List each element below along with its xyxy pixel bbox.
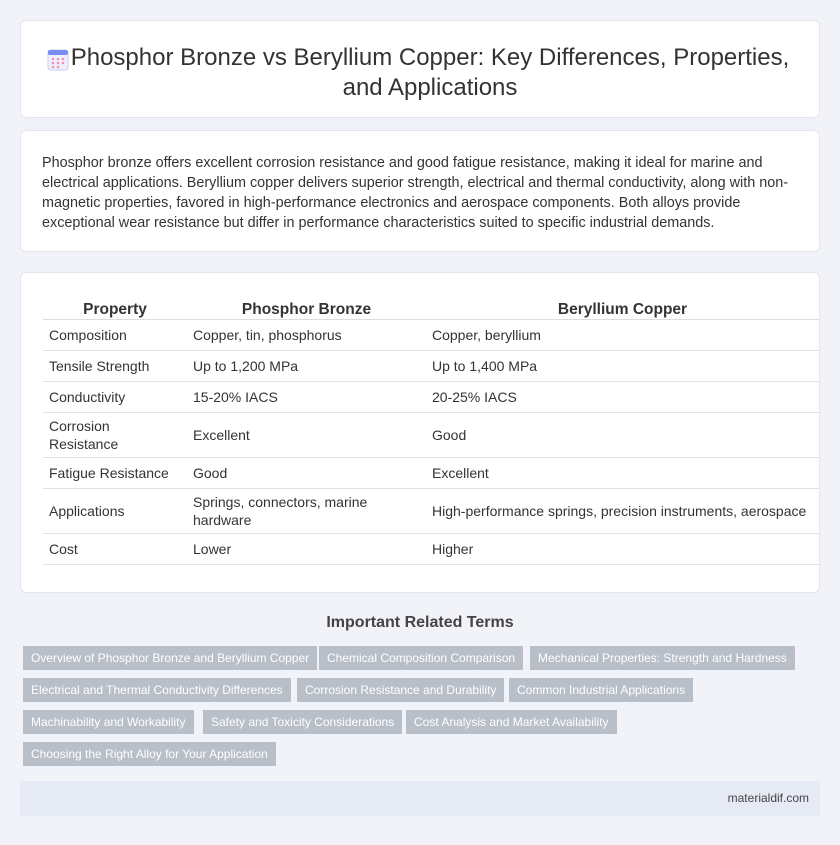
table-row [43,350,819,381]
table-cell: Copper, beryllium [426,319,819,350]
table-cell: Conductivity [43,381,187,412]
table-cell: Up to 1,200 MPa [187,350,426,381]
table-cell: Higher [426,533,819,564]
table-row [43,319,819,350]
table-header-property: Property [43,297,187,319]
table-row [43,412,819,457]
table-row [43,457,819,488]
table-cell: Tensile Strength [43,350,187,381]
related-tag-conductivity[interactable]: Electrical and Thermal Conductivity Differences [23,678,291,702]
table-header-phosphor-bronze: Phosphor Bronze [187,297,426,319]
table-cell: Applications [43,488,187,533]
table-header-row [43,297,819,319]
related-tag-corrosion[interactable]: Corrosion Resistance and Durability [297,678,504,702]
intro-paragraph: Phosphor bronze offers excellent corrosion resistance and good fatigue resistance, making it ideal for marine and electrical applications. Beryllium copper delivers superior strength, electrical and thermal conductivity, along with non-magnetic properties, favored in high-performance electronics and aerospace components. Both alloys provide exceptional wear resistance but differ in performance characteristics suited to specific industrial demands. [42,155,789,231]
table-cell: Lower [187,533,426,564]
table-cell: Springs, connectors, marine hardware [187,488,426,533]
table-cell: 20-25% IACS [426,381,819,412]
footer [20,781,820,816]
comparison-table-card [20,272,820,593]
table-cell: Cost [43,533,187,564]
table-cell: Copper, tin, phosphorus [187,319,426,350]
related-tag-overview[interactable]: Overview of Phosphor Bronze and Beryllium Copper [23,646,317,670]
intro-card [20,130,820,252]
related-tag-applications[interactable]: Common Industrial Applications [509,678,693,702]
table-cell: Good [187,457,426,488]
header-card [20,20,820,118]
related-tag-safety[interactable]: Safety and Toxicity Considerations [203,710,402,734]
table-row [43,488,819,533]
table-cell: Good [426,412,819,457]
table-cell: Corrosion Resistance [43,412,187,457]
related-tag-mechanical-properties[interactable]: Mechanical Properties: Strength and Hardness [530,646,795,670]
related-tag-machinability[interactable]: Machinability and Workability [23,710,194,734]
related-tag-chemical-composition[interactable]: Chemical Composition Comparison [319,646,523,670]
page-title: Phosphor Bronze vs Beryllium Copper: Key Differences, Properties, and Applications [70,44,790,101]
related-terms-heading: Important Related Terms [326,614,514,631]
table-cell: Excellent [187,412,426,457]
table-row [43,533,819,564]
table-row [43,381,819,412]
footer-site-link[interactable]: materialdif.com [727,791,809,805]
table-cell: Fatigue Resistance [43,457,187,488]
comparison-table [43,297,819,565]
related-tag-cost-analysis[interactable]: Cost Analysis and Market Availability [406,710,617,734]
table-cell: 15-20% IACS [187,381,426,412]
table-cell: Up to 1,400 MPa [426,350,819,381]
table-header-beryllium-copper: Beryllium Copper [426,297,819,319]
table-cell: Excellent [426,457,819,488]
table-cell: Composition [43,319,187,350]
table-cell: High-performance springs, precision instruments, aerospace [426,488,819,533]
related-tag-choosing-alloy[interactable]: Choosing the Right Alloy for Your Application [23,742,276,766]
